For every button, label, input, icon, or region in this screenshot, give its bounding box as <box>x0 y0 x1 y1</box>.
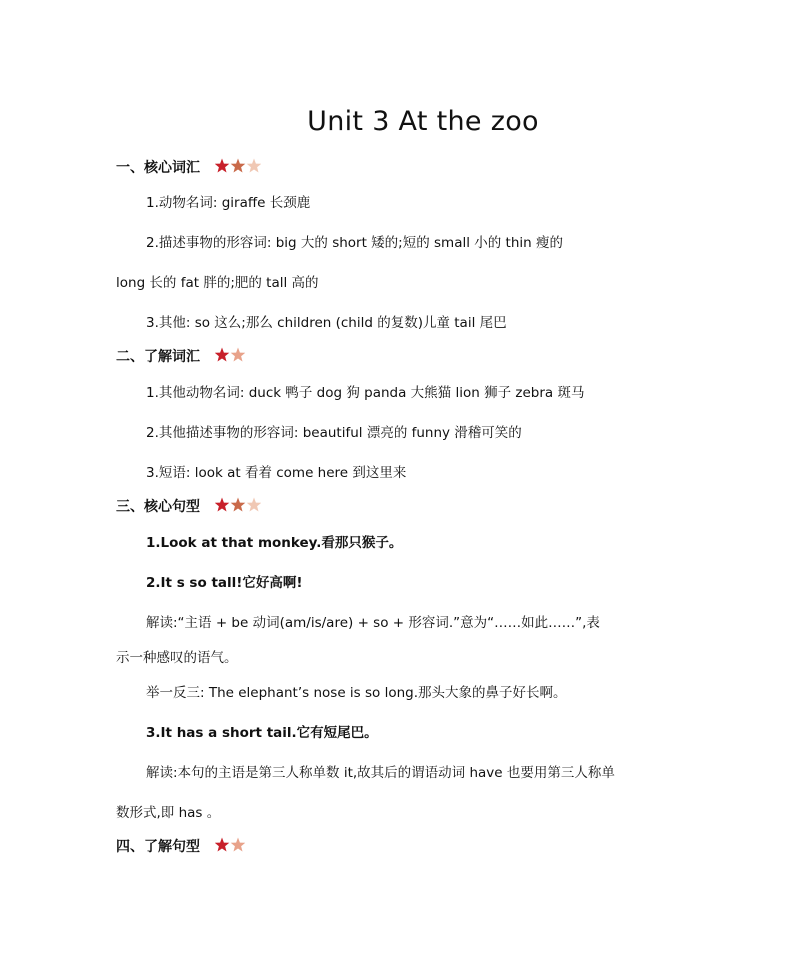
half-star-icon <box>231 838 245 852</box>
section-heading-extra-sentences <box>116 837 245 857</box>
text-line: 2.其他描述事物的形容词: beautiful 漂亮的 funny 滑稽可笑的 <box>146 425 522 441</box>
section-heading-extra-vocabulary <box>116 347 245 367</box>
half-star-icon <box>231 348 245 362</box>
star-icon <box>215 348 229 362</box>
text-line: 1.Look at that monkey.看那只猴子。 <box>146 535 403 551</box>
document-title: Unit 3 At the zoo <box>307 106 539 137</box>
star-icon <box>231 498 246 512</box>
rating-stars <box>215 837 245 853</box>
text-line: 数形式,即 has 。 <box>116 805 221 821</box>
star-icon <box>215 498 229 512</box>
star-icon <box>231 159 246 173</box>
text-line: 3.It has a short tail.它有短尾巴。 <box>146 725 378 741</box>
text-line: 举一反三: The elephant’s nose is so long.那头大象的鼻子好长啊。 <box>146 685 567 701</box>
star-icon <box>215 838 229 852</box>
section-heading-label: 一、核心词汇 <box>116 160 200 176</box>
half-star-icon <box>247 498 261 512</box>
section-heading-label: 二、了解词汇 <box>116 349 200 365</box>
half-star-icon <box>247 159 261 173</box>
section-heading-label: 三、核心句型 <box>116 499 200 515</box>
text-line: 解读:本句的主语是第三人称单数 it,故其后的谓语动词 have 也要用第三人称单 <box>146 765 615 781</box>
section-heading-core-sentences <box>116 497 261 517</box>
text-line: 解读:“主语 + be 动词(am/is/are) + so + 形容词.”意为“……如此……”,表 <box>146 615 600 631</box>
text-line: 1.动物名词: giraffe 长颈鹿 <box>146 195 311 211</box>
rating-stars <box>215 497 261 513</box>
section-heading-core-vocabulary <box>116 158 261 178</box>
text-line: 2.It s so tall!它好高啊! <box>146 575 303 591</box>
star-icon <box>215 159 229 173</box>
rating-stars <box>215 347 245 363</box>
text-line: 3.其他: so 这么;那么 children (child 的复数)儿童 tail 尾巴 <box>146 315 507 331</box>
rating-stars <box>215 158 261 174</box>
text-line: long 长的 fat 胖的;肥的 tall 高的 <box>116 275 319 291</box>
section-heading-label: 四、了解句型 <box>116 839 200 855</box>
text-line: 2.描述事物的形容词: big 大的 short 矮的;短的 small 小的 thin 瘦的 <box>146 235 564 251</box>
text-line: 示一种感叹的语气。 <box>116 650 238 666</box>
text-line: 1.其他动物名词: duck 鸭子 dog 狗 panda 大熊猫 lion 狮子 zebra 斑马 <box>146 385 585 401</box>
text-line: 3.短语: look at 看着 come here 到这里来 <box>146 465 407 481</box>
